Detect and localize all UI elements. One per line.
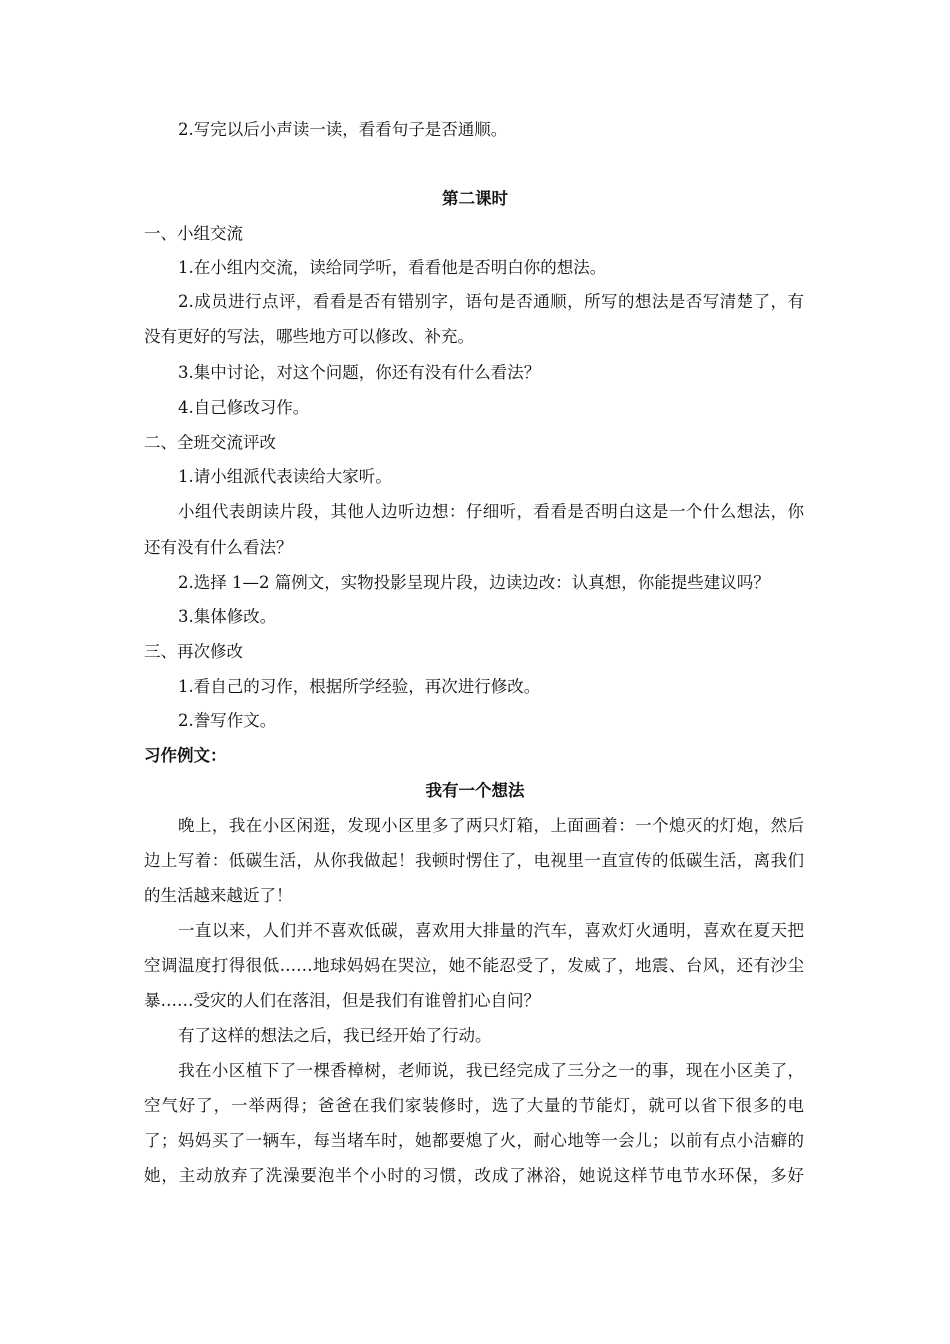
section1-item: 4.自己修改习作。 <box>178 398 310 417</box>
section1-item-continued: 没有更好的写法，哪些地方可以修改、补充。 <box>144 327 474 346</box>
section2-item: 3.集体修改。 <box>178 607 277 626</box>
sample-line: 空调温度打得很低……地球妈妈在哭泣，她不能忍受了，发威了，地震、台风，还有沙尘 <box>144 956 804 975</box>
section3-item: 2.誊写作文。 <box>178 711 277 730</box>
intro-tip-2: 2.写完以后小声读一读，看看句子是否通顺。 <box>178 120 508 139</box>
section2-item: 1.请小组派代表读给大家听。 <box>178 467 392 486</box>
sample-line: 她，主动放弃了洗澡要泡半个小时的习惯，改成了淋浴，她说这样节电节水环保，多好 <box>144 1166 804 1185</box>
section3-heading: 三、再次修改 <box>144 642 243 661</box>
section1-item: 3.集中讨论，对这个问题，你还有没有什么看法？ <box>178 363 541 382</box>
sample-title: 我有一个想法 <box>425 781 525 800</box>
section1-item: 2.成员进行点评，看看是否有错别字，语句是否通顺，所写的想法是否写清楚了，有 <box>178 292 804 311</box>
sample-label: 习作例文： <box>144 746 227 765</box>
sample-line: 晚上，我在小区闲逛，发现小区里多了两只灯箱，上面画着：一个熄灭的灯炮，然后 <box>178 816 804 835</box>
sample-line: 空气好了，一举两得；爸爸在我们家装修时，选了大量的节能灯，就可以省下很多的电 <box>144 1096 804 1115</box>
sample-line: 有了这样的想法之后，我已经开始了行动。 <box>178 1026 492 1045</box>
section1-heading: 一、小组交流 <box>144 224 243 243</box>
lesson-title: 第二课时 <box>442 189 508 208</box>
sample-line: 暴……受灾的人们在落泪，但是我们有谁曾扪心自问？ <box>144 991 540 1010</box>
sample-line: 了；妈妈买了一辆车，每当堵车时，她都要熄了火，耐心地等一会儿；以前有点小洁癖的 <box>144 1131 804 1150</box>
section2-item: 小组代表朗读片段，其他人边听边想：仔细听，看看是否明白这是一个什么想法，你 <box>178 502 804 521</box>
sample-line: 边上写着：低碳生活，从你我做起！我顿时愣住了，电视里一直宣传的低碳生活，离我们 <box>144 851 804 870</box>
sample-line: 我在小区植下了一棵香樟树，老师说，我已经完成了三分之一的事，现在小区美了， <box>178 1061 804 1080</box>
section2-heading: 二、全班交流评改 <box>144 433 276 452</box>
sample-line: 的生活越来越近了！ <box>144 886 293 905</box>
sample-line: 一直以来，人们并不喜欢低碳，喜欢用大排量的汽车，喜欢灯火通明，喜欢在夏天把 <box>178 921 804 940</box>
section2-item-continued: 还有没有什么看法？ <box>144 538 293 557</box>
section3-item: 1.看自己的习作，根据所学经验，再次进行修改。 <box>178 677 541 696</box>
section1-item: 1.在小组内交流，读给同学听，看看他是否明白你的想法。 <box>178 258 607 277</box>
section2-item: 2.选择 1—2 篇例文，实物投影呈现片段，边读边改：认真想，你能提些建议吗？ <box>178 573 770 592</box>
